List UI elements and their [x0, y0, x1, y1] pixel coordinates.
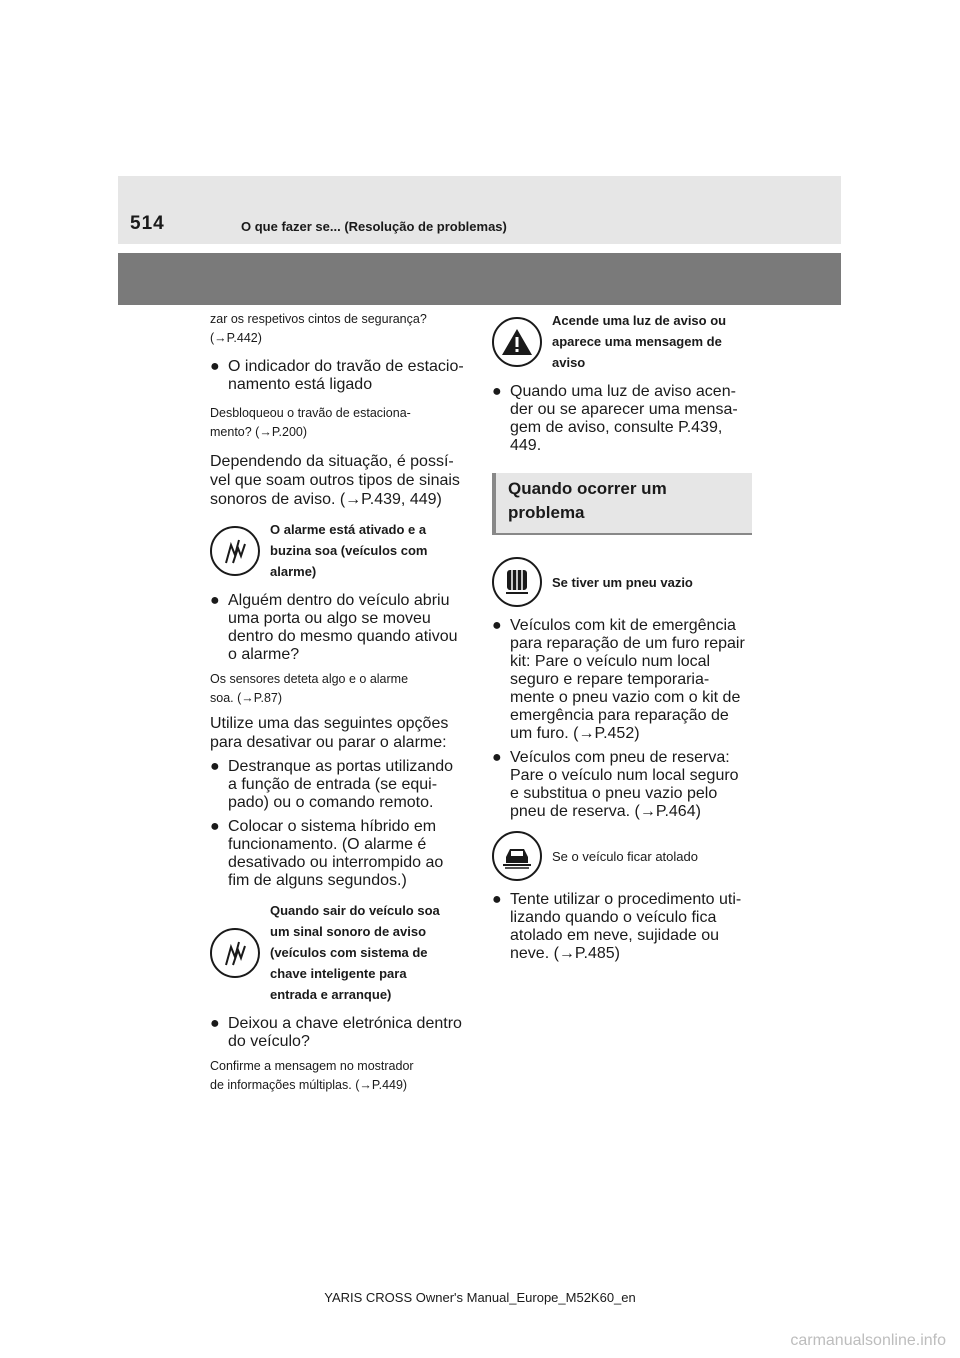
section-problem-heading: Quando ocorrer um problema: [492, 473, 752, 535]
warning-exclamation-icon: [492, 317, 542, 367]
alarm-heading: O alarme está ativado e a buzina soa (veículos com alarme): [210, 519, 470, 582]
bullet-stuck-procedure: ● Tente utilizar o procedimento uti- lizando quando o veículo fica atolado em neve, sujidade ou neve. (→P.485): [492, 891, 742, 962]
bullet-dot-icon: ●: [210, 1015, 220, 1032]
bullet-dot-icon: ●: [210, 358, 220, 375]
paragraph-other-signals: Dependendo da situação, é possí- vel que soam outros tipos de sinais sonoros de aviso. (→P.439, 449): [210, 453, 460, 508]
bullet-warning-light: ● Quando uma luz de aviso acen- der ou se aparecer uma mensa- gem de aviso, consulte P.439, 449.: [492, 383, 738, 454]
left-column: [210, 310, 470, 1095]
bullet-dot-icon: ●: [210, 592, 220, 609]
exit-warning-heading: Quando sair do veículo soa um sinal sonoro de aviso (veículos com sistema de chave inteligente para entrada e arranque): [210, 900, 470, 1005]
continued-text: zar os respetivos cintos de segurança? (→P.442): [210, 312, 427, 345]
bullet-dot-icon: ●: [492, 383, 502, 400]
alarm-sound-icon: [210, 928, 260, 978]
bullet-dot-icon: ●: [210, 818, 220, 835]
bullet-unlock-doors: ● Destranque as portas utilizando a função de entrada (se equi- pado) ou o comando remoto.: [210, 758, 454, 811]
bullet-dot-icon: ●: [492, 749, 502, 766]
footer-manual-name: YARIS CROSS Owner's Manual_Europe_M52K60_en: [324, 1290, 636, 1305]
bullet-hybrid-system: ● Colocar o sistema híbrido em funcionamento. (O alarme é desativado ou interrompido ao fim de alguns segundos.): [210, 818, 444, 889]
bullet-key-inside: ● Deixou a chave eletrónica dentro do veículo?: [210, 1015, 462, 1050]
stuck-car-icon: [492, 831, 542, 881]
paragraph-options: Utilize uma das seguintes opções para desativar ou parar o alarme:: [210, 715, 449, 751]
header-dark-band: [118, 253, 841, 305]
flat-tire-heading: Se tiver um pneu vazio: [492, 557, 752, 607]
bullet-parking-brake: ● O indicador do travão de estacio- namento está ligado: [210, 358, 464, 393]
vehicle-stuck-heading: Se o veículo ficar atolado: [492, 831, 752, 881]
bullet-someone-inside: ● Alguém dentro do veículo abriu uma porta ou algo se moveu dentro do mesmo quando ativou o alarme?: [210, 592, 458, 663]
bullet-dot-icon: ●: [492, 617, 502, 634]
bullet-dot-icon: ●: [210, 758, 220, 775]
note-parking-brake: Desbloqueou o travão de estaciona- mento? (→P.200): [210, 406, 411, 439]
note-confirm-message: Confirme a mensagem no mostrador de informações múltiplas. (→P.449): [210, 1059, 414, 1092]
alarm-sound-icon: [210, 526, 260, 576]
bullet-dot-icon: ●: [492, 891, 502, 908]
warning-light-heading: Acende uma luz de aviso ou aparece uma mensagem de aviso: [492, 310, 752, 373]
bullet-spare-tire: ● Veículos com pneu de reserva: Pare o veículo num local seguro e substitua o pneu vazio pelo pneu de reserva. (→P.464): [492, 749, 739, 820]
note-sensors: Os sensores deteta algo e o alarme soa. (→P.87): [210, 672, 409, 705]
right-column: [492, 310, 752, 963]
watermark: carmanualsonline.info: [790, 1332, 946, 1349]
bullet-repair-kit: ● Veículos com kit de emergência para reparação de um furo repair kit: Pare o veículo num local seguro e repare temporaria- mente o pneu vazio com o kit de emergência para reparação de um furo. (→P.452): [492, 617, 745, 742]
page-number: 514: [130, 213, 165, 234]
section-title: O que fazer se... (Resolução de problemas): [241, 219, 507, 234]
flat-tire-icon: [492, 557, 542, 607]
